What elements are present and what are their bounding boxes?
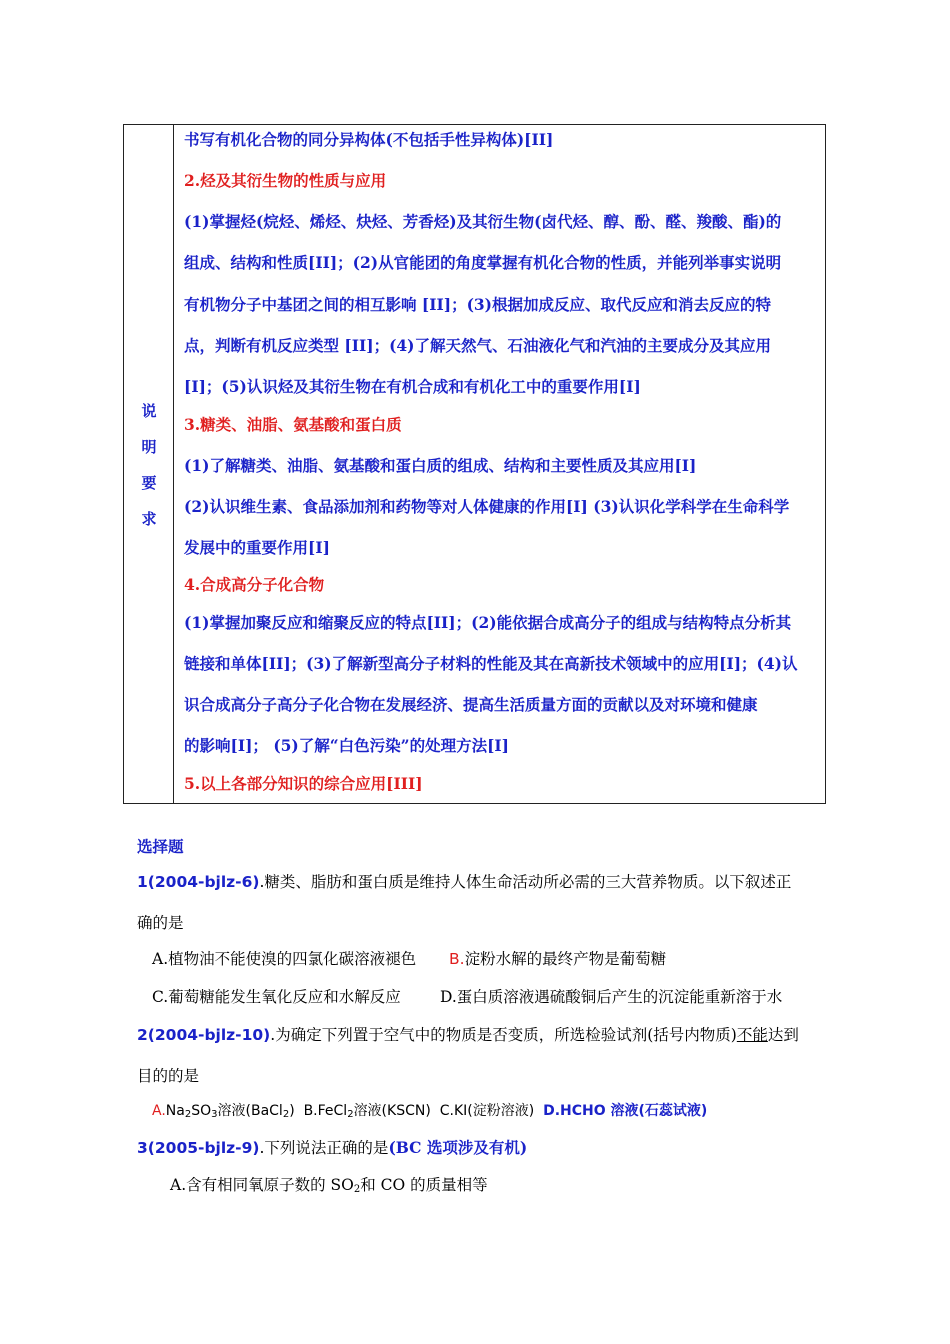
q2-stem-a: .为确定下列置于空气中的物质是否变质，所选检验试剂(括号内物质) — [270, 1026, 737, 1044]
questions-heading: 选择题 — [137, 837, 184, 856]
q2-option-c: C.KI(淀粉溶液) — [439, 1103, 535, 1119]
q3-option-a — [170, 1173, 488, 1195]
req-line: (1)掌握加聚反应和缩聚反应的特点[II]；(2)能依据合成高分子的组成与结构特点分析其 — [184, 613, 792, 632]
req-line: 链接和单体[II]；(3)了解新型高分子材料的性能及其在高新技术领域中的应用[I]；(4)认 — [184, 654, 798, 673]
table-label-column — [124, 125, 174, 803]
q1-id: 1(2004-bjlz-6) — [137, 873, 260, 891]
chem-text: ) — [289, 1103, 295, 1119]
requirements-table — [123, 124, 826, 804]
req-line: 发展中的重要作用[I] — [184, 538, 330, 557]
section-heading: 2.烃及其衍生物的性质与应用 — [184, 171, 387, 190]
q1-option-d: D.蛋白质溶液遇硫酸铜后产生的沉淀能重新溶于水 — [440, 988, 783, 1006]
q2-stem-line1 — [137, 1023, 799, 1045]
label-char: 要 — [141, 474, 157, 492]
chem-text: 和 CO 的质量相等 — [360, 1176, 488, 1194]
q3-id: 3(2005-bjlz-9) — [137, 1139, 260, 1157]
chem-sub: 3 — [211, 1109, 218, 1120]
chem-sub: 2 — [353, 1184, 361, 1195]
q2-id: 2(2004-bjlz-10) — [137, 1026, 271, 1044]
q1-option-a: A.植物油不能使溴的四氯化碳溶液褪色 — [152, 950, 417, 968]
q1-option-c: C.葡萄糖能发生氧化反应和水解反应 — [152, 988, 401, 1006]
req-line: 组成、结构和性质[II]；(2)从官能团的角度掌握有机化合物的性质，并能列举事实说明 — [184, 253, 782, 272]
q1-option-b-text: 淀粉水解的最终产物是葡萄糖 — [464, 950, 667, 968]
q2-stem-b: 达到 — [767, 1026, 799, 1044]
chem-text: Na — [165, 1103, 185, 1119]
req-line: (1)了解糖类、油脂、氨基酸和蛋白质的组成、结构和主要性质及其应用[I] — [184, 456, 697, 475]
req-line: 有机物分子中基团之间的相互影响 [II]；(3)根据加成反应、取代反应和消去反应的特 — [184, 295, 772, 314]
q1-option-b-letter: B. — [449, 950, 465, 968]
q1-stem-line1 — [137, 870, 791, 892]
label-char: 说 — [141, 402, 157, 420]
q1-option-b — [449, 947, 666, 969]
label-char: 求 — [141, 510, 157, 528]
chem-text: 溶液(KSCN) — [353, 1103, 431, 1119]
req-line: (1)掌握烃(烷烃、烯烃、炔烃、芳香烃)及其衍生物(卤代烃、醇、酚、醛、羧酸、酯)的 — [184, 212, 782, 231]
chem-sub: 2 — [347, 1109, 354, 1120]
q3-stem-text: .下列说法正确的是 — [259, 1139, 389, 1157]
req-line: 的影响[I]； (5)了解“白色污染”的处理方法[I] — [184, 736, 510, 755]
label-char: 明 — [141, 438, 157, 456]
chem-sub: 2 — [282, 1109, 290, 1120]
q3-stem — [137, 1136, 527, 1158]
chem-text: B.FeCl — [303, 1103, 348, 1119]
chem-text: SO — [191, 1103, 212, 1119]
chem-sub: 2 — [184, 1109, 192, 1120]
section-heading: 3.糖类、油脂、氨基酸和蛋白质 — [184, 415, 402, 434]
q2-option-d: D.HCHO 溶液(石蕊试液) — [543, 1103, 708, 1119]
section-heading: 4.合成高分子化合物 — [184, 575, 325, 594]
q2-options — [152, 1100, 707, 1120]
q2-option-a — [166, 1103, 295, 1119]
q1-stem: .糖类、脂肪和蛋白质是维持人体生命活动所必需的三大营养物质。以下叙述正 — [259, 873, 792, 891]
q2-stem-line2: 目的的是 — [137, 1067, 200, 1085]
chem-text: A.含有相同氧原子数的 SO — [170, 1176, 354, 1194]
vertical-label — [124, 393, 174, 537]
req-line: 书写有机化合物的同分异构体(不包括手性异构体)[II] — [184, 130, 554, 149]
q1-stem-line2: 确的是 — [137, 914, 184, 932]
q3-note: (BC 选项涉及有机) — [388, 1138, 528, 1157]
q2-stem-underlined: 不能 — [736, 1026, 768, 1044]
req-line: 识合成高分子高分子化合物在发展经济、提高生活质量方面的贡献以及对环境和健康 — [184, 695, 758, 714]
section-heading: 5.以上各部分知识的综合应用[III] — [184, 774, 423, 793]
q2-option-b — [304, 1103, 431, 1119]
q2-option-a-letter: A. — [152, 1103, 166, 1119]
req-line: [I]；(5)认识烃及其衍生物在有机合成和有机化工中的重要作用[I] — [184, 377, 641, 396]
req-line: 点，判断有机反应类型 [II]；(4)了解天然气、石油液化气和汽油的主要成分及其应用 — [184, 336, 772, 355]
chem-text: 溶液(BaCl — [217, 1103, 283, 1119]
req-line: (2)认识维生素、食品添加剂和药物等对人体健康的作用[I] (3)认识化学科学在生命科学 — [184, 497, 790, 516]
